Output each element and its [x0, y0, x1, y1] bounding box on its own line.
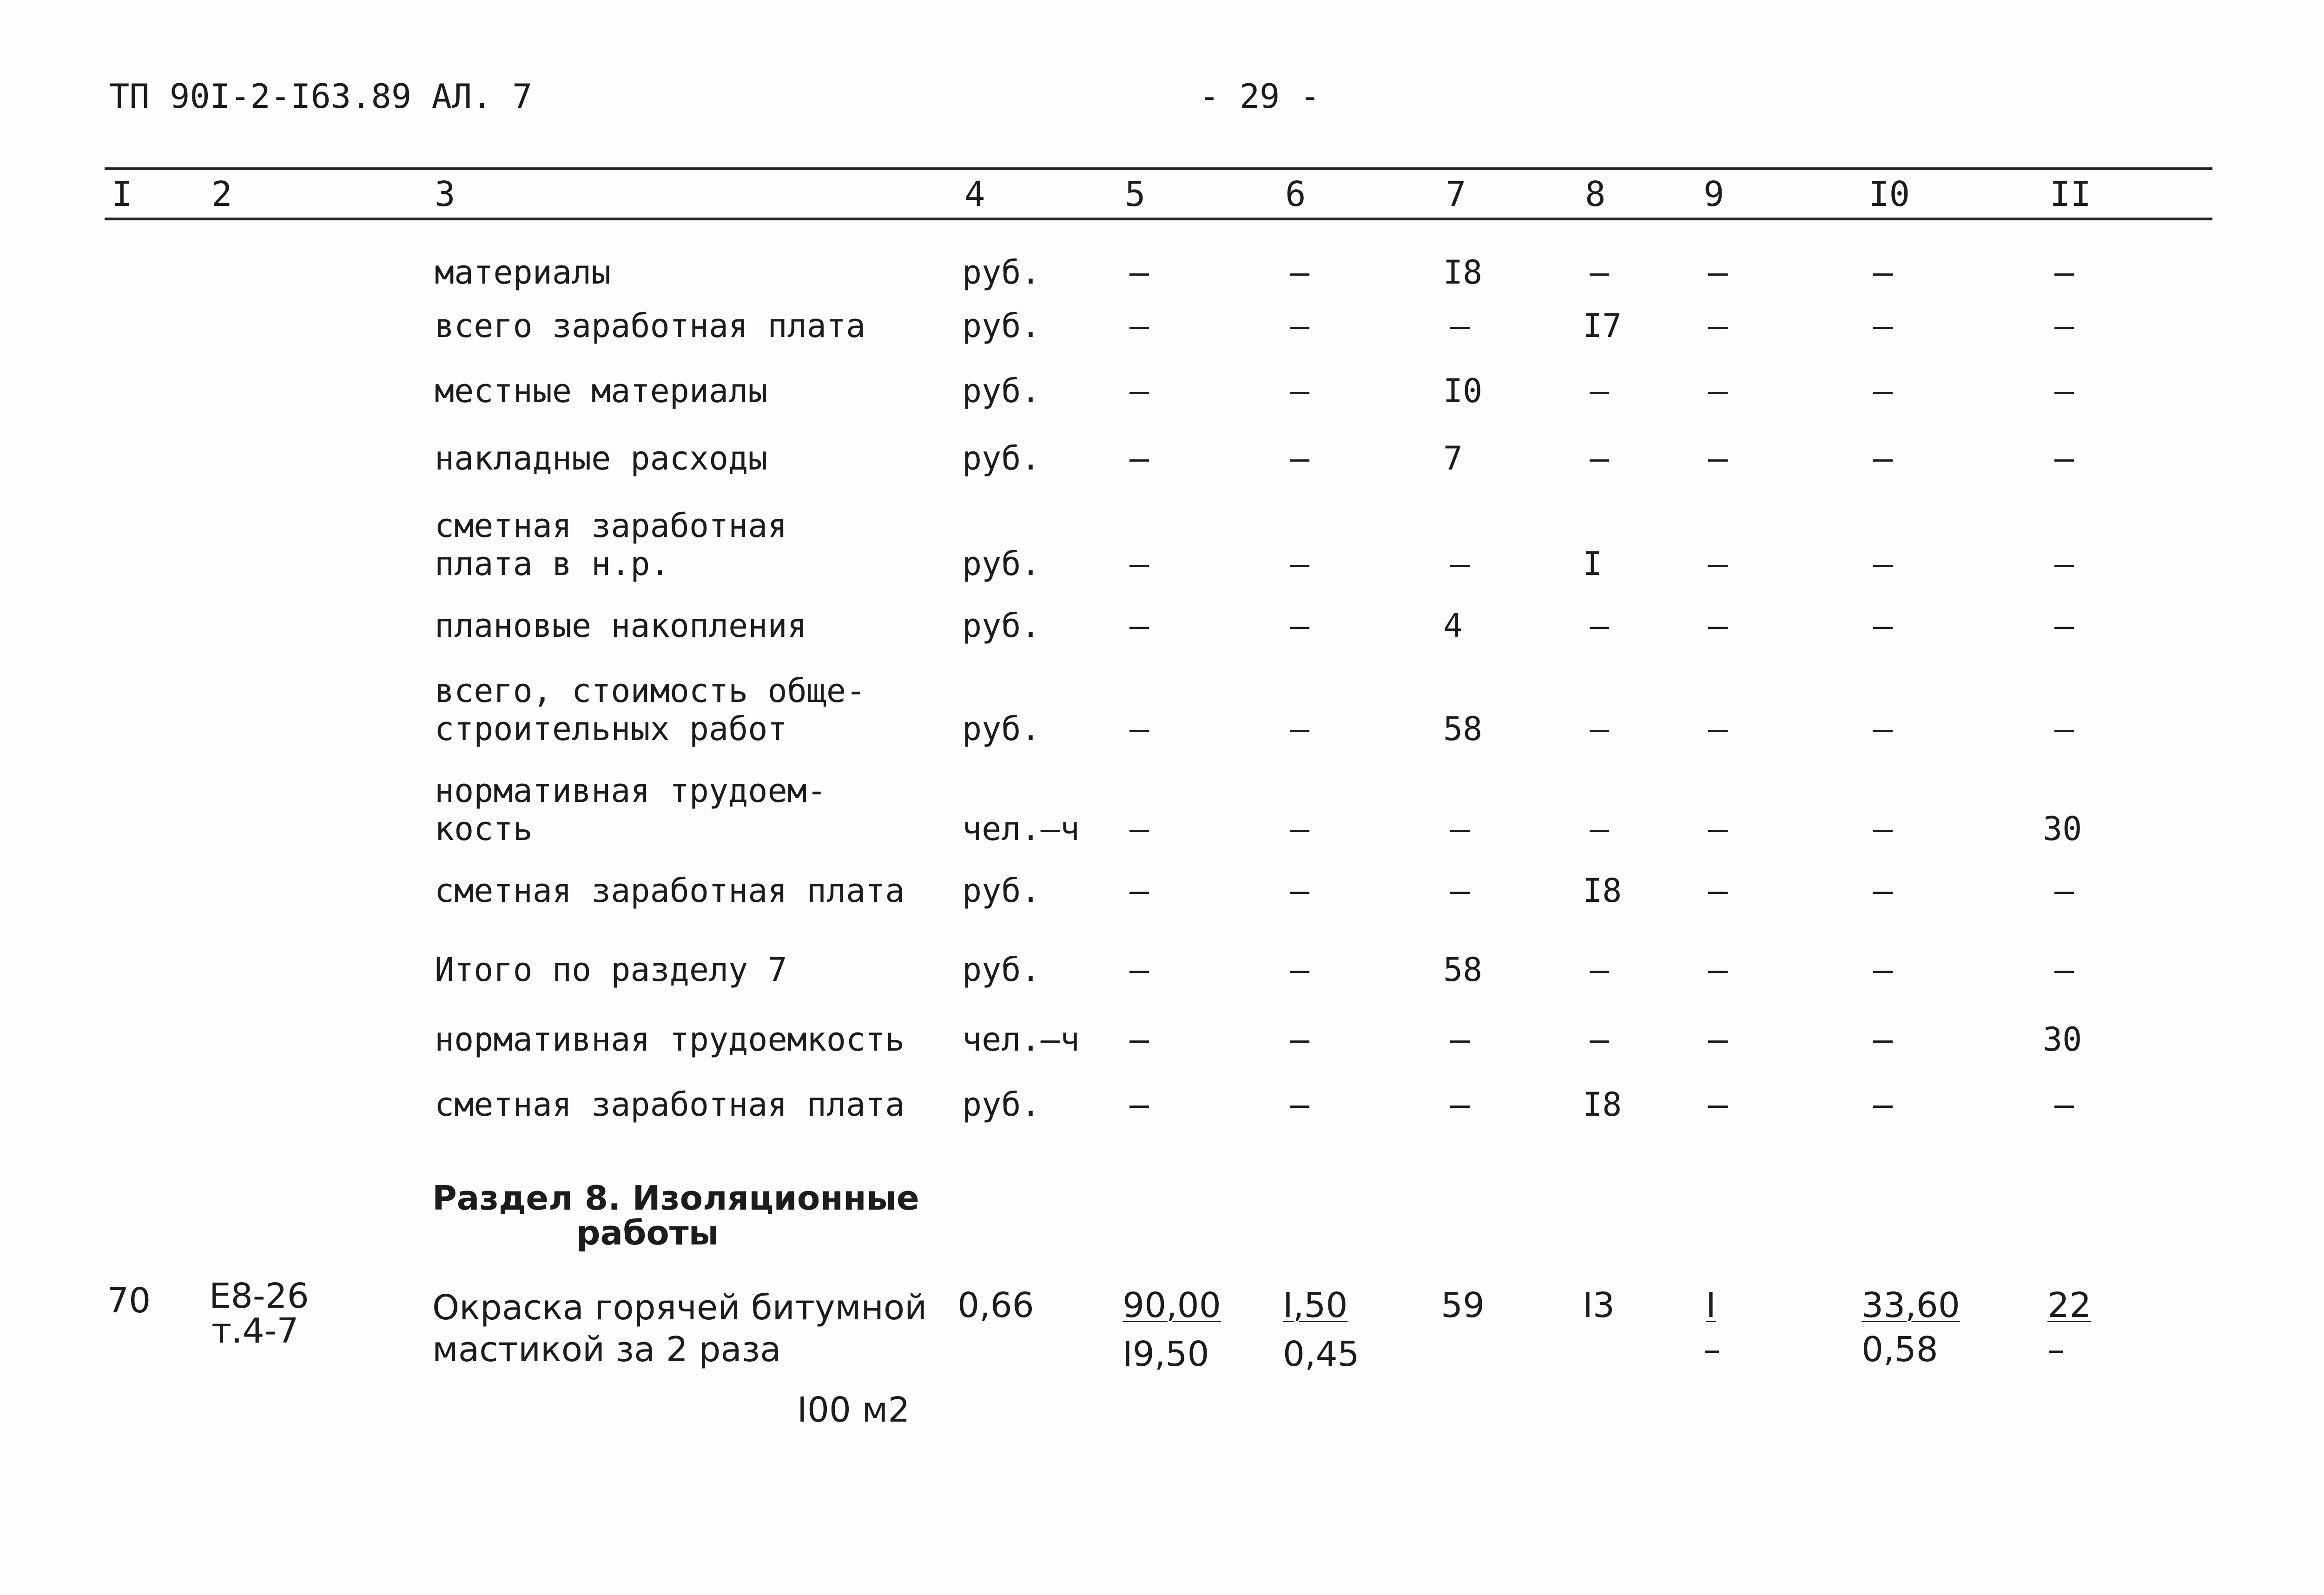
unit-cell: руб. — [962, 253, 1041, 291]
cell-c11: – — [2054, 307, 2074, 345]
row-name-line: накладные расходы — [435, 439, 768, 477]
work-name-cont: мастикой за 2 раза — [432, 1330, 781, 1370]
cell-c10: – — [1873, 545, 1893, 583]
cell-c9: – — [1708, 1020, 1728, 1059]
cell-c5: – — [1129, 810, 1149, 848]
col9-value: I — [1706, 1285, 1716, 1325]
cell-c6: – — [1290, 545, 1310, 583]
cell-c7: – — [1450, 545, 1470, 583]
document-code: ТП 90I-2-I63.89 АЛ. 7 — [109, 77, 533, 116]
row-name-line: местные материалы — [435, 372, 768, 410]
row-name-line: плата в н.р. — [435, 545, 670, 583]
col8-value: I3 — [1583, 1285, 1615, 1325]
cell-c7: 58 — [1443, 710, 1483, 748]
cell-c8: I8 — [1583, 1085, 1622, 1124]
cell-c6: – — [1290, 372, 1310, 410]
cell-c11: – — [2054, 607, 2074, 645]
cell-c6: – — [1290, 810, 1310, 848]
column-header-10: I0 — [1868, 174, 1910, 214]
row-name-line: сметная заработная плата — [435, 872, 905, 910]
cell-c5: – — [1129, 872, 1149, 910]
col10-value: 33,60 — [1862, 1285, 1960, 1325]
section-8-title-cont: работы — [576, 1213, 719, 1252]
column-header-3: 3 — [435, 174, 456, 214]
cell-c9: – — [1708, 372, 1728, 410]
unit-cell: чел.–ч — [962, 810, 1080, 848]
cell-c11: – — [2054, 872, 2074, 910]
row-name-line: строительных работ — [435, 710, 787, 748]
cell-c11: – — [2054, 545, 2074, 583]
column-header-4: 4 — [964, 174, 985, 214]
unit-cell: руб. — [962, 545, 1041, 583]
column-header-9: 9 — [1703, 174, 1724, 214]
unit-cell: руб. — [962, 607, 1041, 645]
cell-c9: – — [1708, 545, 1728, 583]
cell-c10: – — [1873, 710, 1893, 748]
cell-c7: 7 — [1443, 439, 1463, 477]
cell-c11: 30 — [2043, 1020, 2082, 1059]
cell-c5: – — [1129, 607, 1149, 645]
unit-cell: руб. — [962, 1085, 1041, 1124]
unit-cell: руб. — [962, 872, 1041, 910]
cell-c10: – — [1873, 439, 1893, 477]
table-top-rule — [105, 167, 2212, 170]
cell-c9: – — [1708, 710, 1728, 748]
table-header-rule — [105, 218, 2212, 220]
col9-subvalue: – — [1703, 1330, 1721, 1370]
cell-c6: – — [1290, 951, 1310, 989]
row-name-line: Итого по разделу 7 — [435, 951, 787, 989]
col10-subvalue: 0,58 — [1862, 1330, 1938, 1370]
row-name-line: сметная заработная плата — [435, 1085, 905, 1124]
cell-c9: – — [1708, 307, 1728, 345]
cell-c11: – — [2054, 439, 2074, 477]
cell-c8: – — [1590, 439, 1610, 477]
cell-c6: – — [1290, 439, 1310, 477]
col7-value: 59 — [1441, 1285, 1485, 1325]
cell-c5: – — [1129, 545, 1149, 583]
work-name: Окраска горячей битумной — [432, 1288, 927, 1328]
cell-c9: – — [1708, 951, 1728, 989]
cell-c7: I8 — [1443, 253, 1483, 291]
col5-subvalue: I9,50 — [1122, 1334, 1209, 1374]
cell-c9: – — [1708, 253, 1728, 291]
cell-c7: – — [1450, 1020, 1470, 1059]
row-name-line: всего заработная плата — [435, 307, 866, 345]
cell-c11: – — [2054, 710, 2074, 748]
cell-c8: – — [1590, 951, 1610, 989]
cell-c9: – — [1708, 607, 1728, 645]
work-unit: I00 м2 — [797, 1390, 910, 1430]
column-header-1: I — [112, 174, 132, 214]
cell-c5: – — [1129, 372, 1149, 410]
cell-c6: – — [1290, 607, 1310, 645]
cell-c8: – — [1590, 710, 1610, 748]
col6-subvalue: 0,45 — [1283, 1334, 1360, 1374]
cell-c7: – — [1450, 872, 1470, 910]
cell-c7: – — [1450, 307, 1470, 345]
cell-c10: – — [1873, 810, 1893, 848]
cell-c5: – — [1129, 1020, 1149, 1059]
cell-c8: – — [1590, 607, 1610, 645]
unit-cell: руб. — [962, 439, 1041, 477]
cell-c7: 58 — [1443, 951, 1483, 989]
row-name-line: кость — [435, 810, 533, 848]
cell-c9: – — [1708, 810, 1728, 848]
column-header-11: II — [2050, 174, 2092, 214]
col11-value: 22 — [2047, 1285, 2092, 1325]
column-header-2: 2 — [211, 174, 232, 214]
cell-c10: – — [1873, 872, 1893, 910]
cell-c8: – — [1590, 1020, 1610, 1059]
row-number: 70 — [107, 1281, 151, 1321]
cell-c5: – — [1129, 951, 1149, 989]
cell-c8: I7 — [1583, 307, 1622, 345]
unit-cell: руб. — [962, 307, 1041, 345]
cell-c6: – — [1290, 1020, 1310, 1059]
row-name-line: материалы — [435, 253, 611, 291]
column-header-7: 7 — [1446, 174, 1466, 214]
cell-c8: – — [1590, 372, 1610, 410]
cell-c7: – — [1450, 1085, 1470, 1124]
quantity: 0,66 — [957, 1285, 1034, 1325]
row-name-line: плановые накопления — [435, 607, 807, 645]
cell-c5: – — [1129, 253, 1149, 291]
cell-c10: – — [1873, 607, 1893, 645]
norm-code: Е8-26 — [209, 1276, 309, 1316]
row-name-line: сметная заработная — [435, 507, 787, 545]
cell-c5: – — [1129, 307, 1149, 345]
cell-c8: I8 — [1583, 872, 1622, 910]
cell-c8: I — [1583, 545, 1603, 583]
col6-value: I,50 — [1283, 1285, 1348, 1325]
cell-c8: – — [1590, 253, 1610, 291]
cell-c10: – — [1873, 1020, 1893, 1059]
cell-c7: – — [1450, 810, 1470, 848]
cell-c10: – — [1873, 307, 1893, 345]
cell-c10: – — [1873, 951, 1893, 989]
col11-subvalue: – — [2047, 1330, 2065, 1370]
cell-c6: – — [1290, 872, 1310, 910]
cell-c6: – — [1290, 710, 1310, 748]
unit-cell: руб. — [962, 710, 1041, 748]
column-header-6: 6 — [1285, 174, 1306, 214]
cell-c6: – — [1290, 253, 1310, 291]
col5-value: 90,00 — [1122, 1285, 1221, 1325]
section-8-title: Раздел 8. Изоляционные — [432, 1178, 919, 1218]
norm-code-table: т.4-7 — [211, 1311, 299, 1351]
cell-c11: – — [2054, 372, 2074, 410]
cell-c7: I0 — [1443, 372, 1483, 410]
unit-cell: руб. — [962, 951, 1041, 989]
cell-c11: 30 — [2043, 810, 2082, 848]
unit-cell: руб. — [962, 372, 1041, 410]
cell-c6: – — [1290, 1085, 1310, 1124]
cell-c10: – — [1873, 253, 1893, 291]
cell-c9: – — [1708, 872, 1728, 910]
column-header-5: 5 — [1125, 174, 1146, 214]
cell-c11: – — [2054, 253, 2074, 291]
column-header-8: 8 — [1585, 174, 1606, 214]
page-number: - 29 - — [1199, 77, 1320, 116]
row-name-line: нормативная трудоемкость — [435, 1020, 905, 1059]
unit-cell: чел.–ч — [962, 1020, 1080, 1059]
cell-c5: – — [1129, 1085, 1149, 1124]
cell-c5: – — [1129, 439, 1149, 477]
row-name-line: всего, стоимость обще- — [435, 672, 866, 710]
cell-c11: – — [2054, 1085, 2074, 1124]
cell-c9: – — [1708, 439, 1728, 477]
cell-c11: – — [2054, 951, 2074, 989]
cell-c7: 4 — [1443, 607, 1463, 645]
cell-c8: – — [1590, 810, 1610, 848]
cell-c5: – — [1129, 710, 1149, 748]
cell-c10: – — [1873, 1085, 1893, 1124]
cell-c10: – — [1873, 372, 1893, 410]
cell-c6: – — [1290, 307, 1310, 345]
cell-c9: – — [1708, 1085, 1728, 1124]
row-name-line: нормативная трудоем- — [435, 772, 826, 810]
